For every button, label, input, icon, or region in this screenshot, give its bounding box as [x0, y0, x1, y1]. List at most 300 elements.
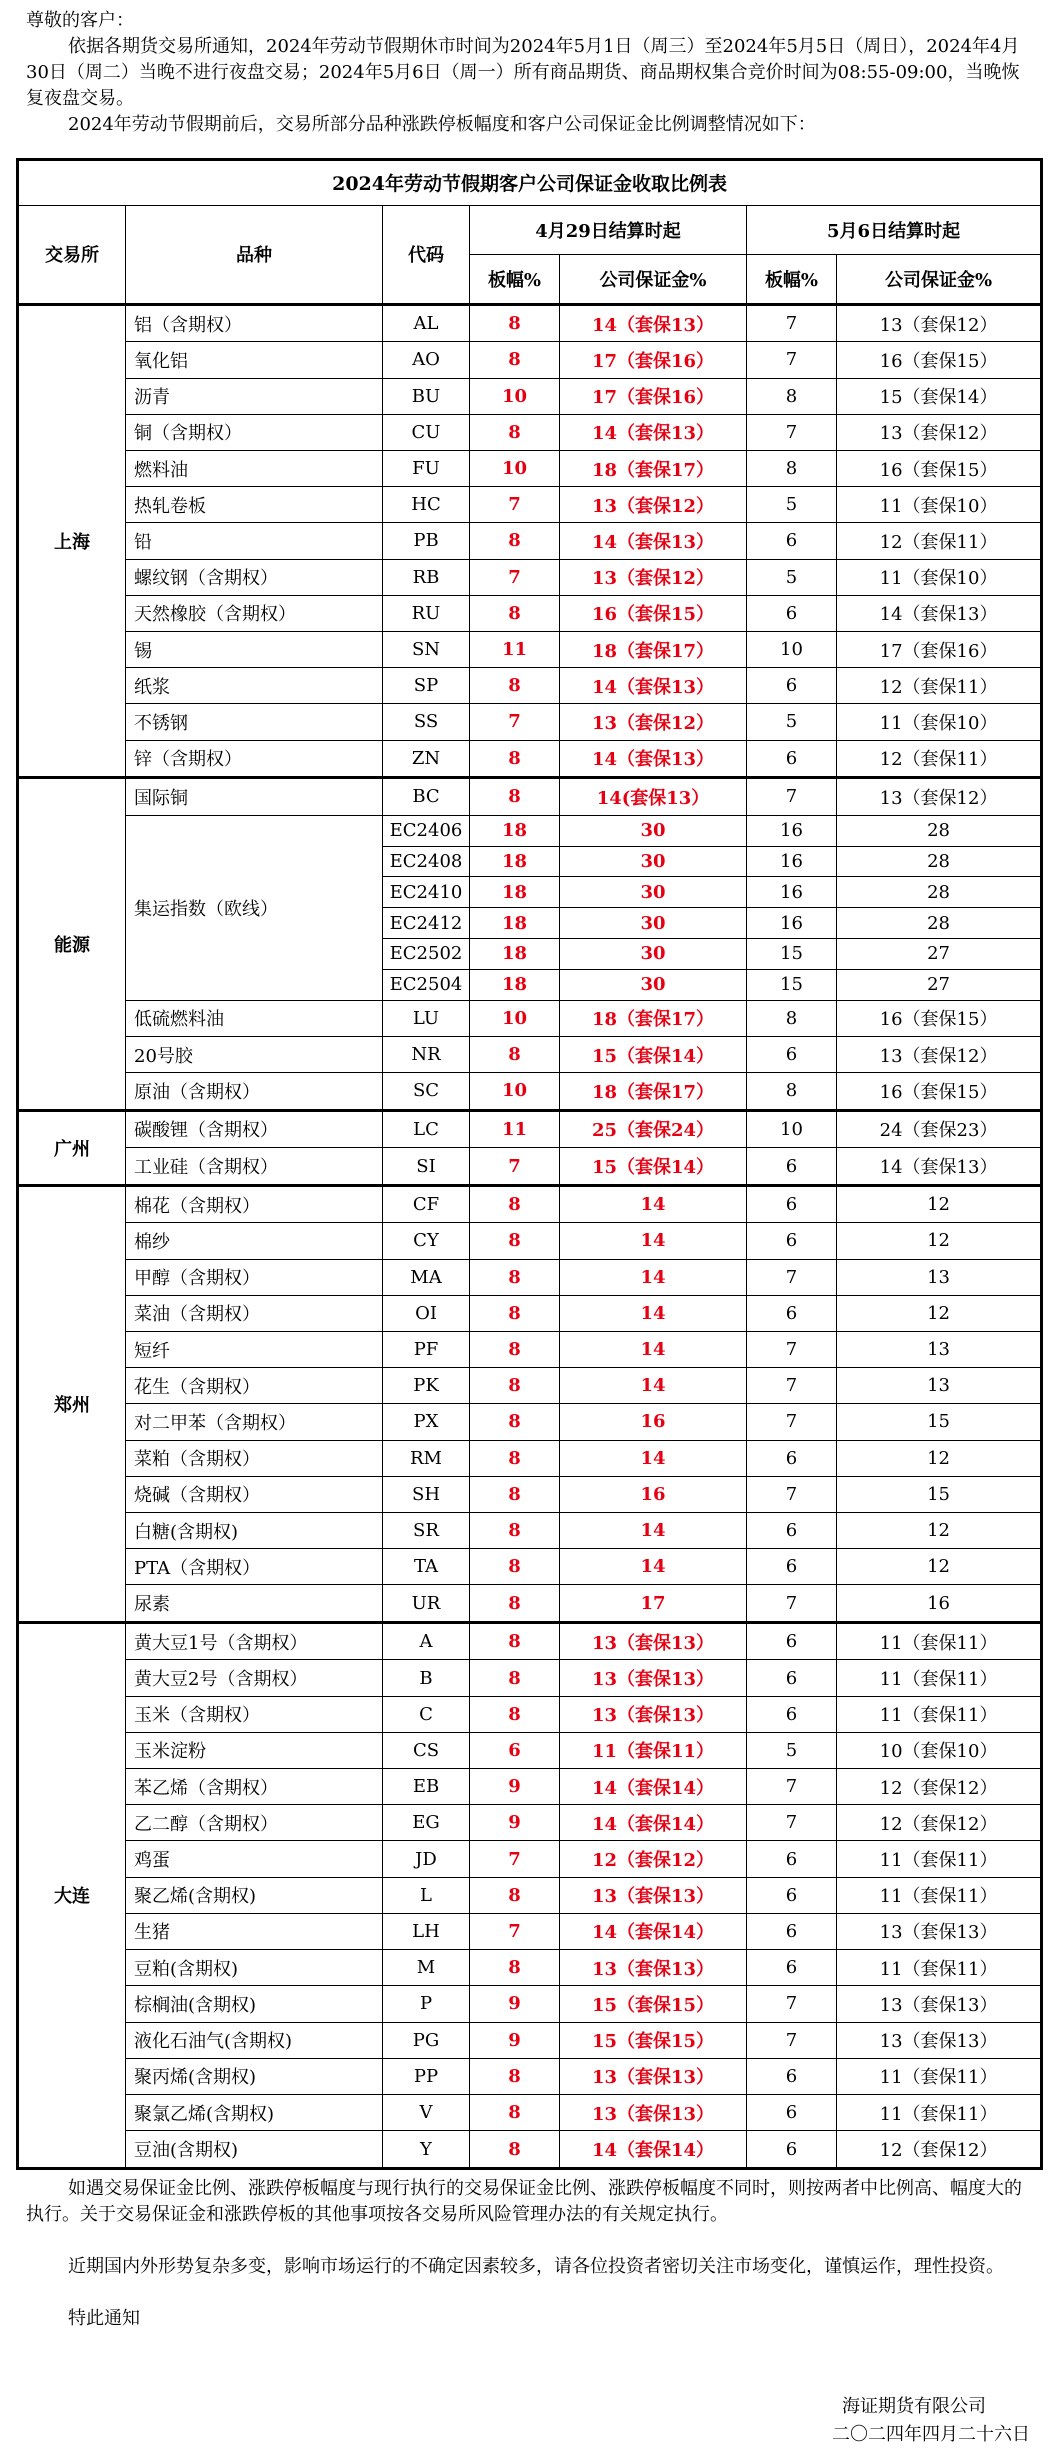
limit-apr29-cell: 8	[470, 1185, 560, 1223]
limit-may6-cell: 8	[747, 1073, 837, 1111]
margin-apr29-cell: 14	[560, 1549, 747, 1585]
table-row	[18, 450, 1042, 486]
limit-may6-cell: 6	[747, 1549, 837, 1585]
limit-apr29-cell: 8	[470, 740, 560, 778]
limit-apr29-cell: 8	[470, 778, 560, 816]
code-cell: FU	[383, 450, 470, 486]
limit-apr29-cell: 10	[470, 450, 560, 486]
table-row	[18, 559, 1042, 595]
code-cell: JD	[383, 1841, 470, 1877]
margin-may6-cell: 13（套保12）	[837, 414, 1042, 450]
limit-apr29-cell: 18	[470, 815, 560, 846]
margin-ratio-table	[16, 158, 1043, 2170]
margin-apr29-cell: 13（套保12）	[560, 704, 747, 740]
margin-apr29-cell: 13（套保13）	[560, 2094, 747, 2130]
limit-apr29-cell: 18	[470, 969, 560, 1000]
code-cell: EC2412	[383, 908, 470, 939]
product-cell: 苯乙烯（含期权）	[126, 1769, 383, 1805]
table-row	[18, 2131, 1042, 2169]
table-row	[18, 668, 1042, 704]
margin-apr29-cell: 14	[560, 1259, 747, 1295]
product-cell: 铜（含期权）	[126, 414, 383, 450]
table-row	[18, 378, 1042, 414]
limit-may6-cell: 7	[747, 778, 837, 816]
margin-apr29-cell: 30	[560, 939, 747, 970]
limit-may6-cell: 7	[747, 414, 837, 450]
margin-may6-cell: 11（套保11）	[837, 2094, 1042, 2130]
product-cell: 低硫燃料油	[126, 1000, 383, 1036]
limit-apr29-cell: 9	[470, 1805, 560, 1841]
table-row	[18, 2094, 1042, 2130]
product-cell: 尿素	[126, 1585, 383, 1623]
limit-may6-cell: 7	[747, 1986, 837, 2022]
margin-apr29-cell: 14（套保13）	[560, 304, 747, 342]
limit-may6-cell: 15	[747, 939, 837, 970]
margin-apr29-cell: 15（套保15）	[560, 1986, 747, 2022]
table-row	[18, 1986, 1042, 2022]
code-cell: PF	[383, 1331, 470, 1367]
table-row	[18, 304, 1042, 342]
margin-may6-cell: 14（套保13）	[837, 1148, 1042, 1186]
limit-may6-cell: 6	[747, 2058, 837, 2094]
table-row	[18, 631, 1042, 667]
product-cell: 碳酸锂（含期权）	[126, 1110, 383, 1148]
limit-apr29-cell: 7	[470, 704, 560, 740]
exchange-cell: 上海	[18, 304, 126, 777]
margin-may6-cell: 28	[837, 877, 1042, 908]
margin-apr29-cell: 14	[560, 1440, 747, 1476]
document-date: 二〇二四年四月二十六日	[832, 2424, 1030, 2445]
header-product: 品种	[126, 205, 383, 304]
margin-apr29-cell: 14（套保13）	[560, 668, 747, 704]
product-cell: 棉纱	[126, 1223, 383, 1259]
limit-may6-cell: 7	[747, 1769, 837, 1805]
margin-may6-cell: 17（套保16）	[837, 631, 1042, 667]
code-cell: AO	[383, 342, 470, 378]
margin-apr29-cell: 14（套保13）	[560, 523, 747, 559]
header-code: 代码	[383, 205, 470, 304]
margin-may6-cell: 11（套保11）	[837, 1877, 1042, 1913]
table-row	[18, 2058, 1042, 2094]
limit-may6-cell: 6	[747, 1036, 837, 1072]
table-row	[18, 414, 1042, 450]
limit-apr29-cell: 8	[470, 2131, 560, 2169]
header-period-apr29: 4月29日结算时起	[470, 205, 747, 255]
limit-may6-cell: 7	[747, 1805, 837, 1841]
product-cell: 鸡蛋	[126, 1841, 383, 1877]
margin-may6-cell: 12（套保11）	[837, 523, 1042, 559]
product-cell: 烧碱（含期权）	[126, 1476, 383, 1512]
table-row	[18, 1805, 1042, 1841]
margin-apr29-cell: 30	[560, 877, 747, 908]
margin-may6-cell: 27	[837, 939, 1042, 970]
limit-may6-cell: 16	[747, 815, 837, 846]
code-cell: BU	[383, 378, 470, 414]
code-cell: AL	[383, 304, 470, 342]
limit-may6-cell: 15	[747, 969, 837, 1000]
limit-may6-cell: 6	[747, 1622, 837, 1660]
product-cell: 对二甲苯（含期权）	[126, 1404, 383, 1440]
product-cell: 锌（含期权）	[126, 740, 383, 778]
margin-apr29-cell: 14（套保14）	[560, 1913, 747, 1949]
table-row	[18, 778, 1042, 816]
limit-may6-cell: 6	[747, 1223, 837, 1259]
margin-apr29-cell: 14（套保14）	[560, 1769, 747, 1805]
table-row	[18, 1841, 1042, 1877]
product-cell: 棉花（含期权）	[126, 1185, 383, 1223]
table-row	[18, 1696, 1042, 1732]
margin-may6-cell: 13（套保13）	[837, 2022, 1042, 2058]
code-cell: CF	[383, 1185, 470, 1223]
limit-may6-cell: 8	[747, 378, 837, 414]
limit-may6-cell: 16	[747, 846, 837, 877]
margin-apr29-cell: 30	[560, 969, 747, 1000]
margin-apr29-cell: 17（套保16）	[560, 342, 747, 378]
margin-apr29-cell: 16（套保15）	[560, 595, 747, 631]
limit-apr29-cell: 8	[470, 414, 560, 450]
code-cell: OI	[383, 1295, 470, 1331]
margin-apr29-cell: 14	[560, 1512, 747, 1548]
code-cell: PX	[383, 1404, 470, 1440]
limit-may6-cell: 7	[747, 1331, 837, 1367]
limit-may6-cell: 7	[747, 1259, 837, 1295]
product-cell: 玉米淀粉	[126, 1732, 383, 1768]
table-row	[18, 1440, 1042, 1476]
margin-apr29-cell: 30	[560, 815, 747, 846]
code-cell: SS	[383, 704, 470, 740]
limit-may6-cell: 6	[747, 2094, 837, 2130]
margin-apr29-cell: 13（套保12）	[560, 487, 747, 523]
code-cell: LH	[383, 1913, 470, 1949]
table-row	[18, 342, 1042, 378]
margin-apr29-cell: 14（套保13）	[560, 740, 747, 778]
table-row	[18, 1512, 1042, 1548]
limit-may6-cell: 6	[747, 1877, 837, 1913]
margin-apr29-cell: 25（套保24）	[560, 1110, 747, 1148]
limit-apr29-cell: 18	[470, 877, 560, 908]
margin-apr29-cell: 14	[560, 1223, 747, 1259]
limit-apr29-cell: 7	[470, 1148, 560, 1186]
margin-may6-cell: 11（套保11）	[837, 1950, 1042, 1986]
table-row	[18, 1732, 1042, 1768]
code-cell: LU	[383, 1000, 470, 1036]
limit-may6-cell: 7	[747, 1368, 837, 1404]
table-row	[18, 1476, 1042, 1512]
margin-may6-cell: 11（套保10）	[837, 559, 1042, 595]
limit-may6-cell: 7	[747, 1585, 837, 1623]
code-cell: PP	[383, 2058, 470, 2094]
limit-apr29-cell: 6	[470, 1732, 560, 1768]
code-cell: CU	[383, 414, 470, 450]
limit-apr29-cell: 8	[470, 1622, 560, 1660]
limit-apr29-cell: 9	[470, 1986, 560, 2022]
product-cell: 工业硅（含期权）	[126, 1148, 383, 1186]
closing-note: 特此通知	[68, 2308, 140, 2329]
margin-may6-cell: 13	[837, 1331, 1042, 1367]
margin-apr29-cell: 13（套保13）	[560, 1696, 747, 1732]
code-cell: PG	[383, 2022, 470, 2058]
limit-may6-cell: 7	[747, 342, 837, 378]
code-cell: EC2406	[383, 815, 470, 846]
limit-may6-cell: 6	[747, 1913, 837, 1949]
code-cell: PK	[383, 1368, 470, 1404]
margin-apr29-cell: 14（套保14）	[560, 2131, 747, 2169]
table-row	[18, 1913, 1042, 1949]
code-cell: L	[383, 1877, 470, 1913]
limit-apr29-cell: 8	[470, 1331, 560, 1367]
margin-may6-cell: 13（套保12）	[837, 1036, 1042, 1072]
limit-may6-cell: 6	[747, 1295, 837, 1331]
table-row	[18, 595, 1042, 631]
margin-apr29-cell: 16	[560, 1476, 747, 1512]
margin-apr29-cell: 18（套保17）	[560, 1073, 747, 1111]
margin-apr29-cell: 12（套保12）	[560, 1841, 747, 1877]
table-row	[18, 704, 1042, 740]
margin-may6-cell: 16	[837, 1585, 1042, 1623]
limit-may6-cell: 6	[747, 1440, 837, 1476]
product-cell: 集运指数（欧线）	[126, 815, 383, 1000]
code-cell: TA	[383, 1549, 470, 1585]
code-cell: RU	[383, 595, 470, 631]
limit-may6-cell: 6	[747, 1660, 837, 1696]
product-cell: PTA（含期权）	[126, 1549, 383, 1585]
limit-apr29-cell: 8	[470, 2094, 560, 2130]
limit-may6-cell: 8	[747, 450, 837, 486]
margin-may6-cell: 15（套保14）	[837, 378, 1042, 414]
limit-apr29-cell: 8	[470, 1036, 560, 1072]
table-row	[18, 487, 1042, 523]
margin-may6-cell: 12（套保12）	[837, 1769, 1042, 1805]
margin-may6-cell: 14（套保13）	[837, 595, 1042, 631]
product-cell: 甲醇（含期权）	[126, 1259, 383, 1295]
table-row	[18, 1368, 1042, 1404]
table-row	[18, 1622, 1042, 1660]
margin-may6-cell: 12（套保11）	[837, 740, 1042, 778]
limit-apr29-cell: 7	[470, 1913, 560, 1949]
margin-may6-cell: 12	[837, 1185, 1042, 1223]
product-cell: 菜油（含期权）	[126, 1295, 383, 1331]
exchange-cell: 郑州	[18, 1185, 126, 1622]
limit-apr29-cell: 8	[470, 1440, 560, 1476]
footer-paragraph-advice: 近期国内外形势复杂多变，影响市场运行的不确定因素较多，请各位投资者密切关注市场变化，谨慎运作，理性投资。	[68, 2256, 1004, 2277]
margin-apr29-cell: 14（套保14）	[560, 1805, 747, 1841]
exchange-cell: 能源	[18, 778, 126, 1111]
limit-may6-cell: 10	[747, 631, 837, 667]
limit-apr29-cell: 8	[470, 1295, 560, 1331]
limit-may6-cell: 6	[747, 1148, 837, 1186]
margin-may6-cell: 13（套保13）	[837, 1913, 1042, 1949]
margin-may6-cell: 11（套保11）	[837, 2058, 1042, 2094]
margin-may6-cell: 16（套保15）	[837, 1073, 1042, 1111]
limit-may6-cell: 10	[747, 1110, 837, 1148]
code-cell: C	[383, 1696, 470, 1732]
limit-apr29-cell: 18	[470, 908, 560, 939]
margin-may6-cell: 13	[837, 1368, 1042, 1404]
limit-may6-cell: 7	[747, 1404, 837, 1440]
code-cell: RB	[383, 559, 470, 595]
code-cell: SI	[383, 1148, 470, 1186]
code-cell: ZN	[383, 740, 470, 778]
product-cell: 铝（含期权）	[126, 304, 383, 342]
margin-apr29-cell: 13（套保13）	[560, 1622, 747, 1660]
limit-apr29-cell: 9	[470, 2022, 560, 2058]
margin-apr29-cell: 14	[560, 1295, 747, 1331]
margin-apr29-cell: 18（套保17）	[560, 1000, 747, 1036]
product-cell: 原油（含期权）	[126, 1073, 383, 1111]
limit-apr29-cell: 7	[470, 1841, 560, 1877]
greeting: 尊敬的客户：	[26, 10, 134, 31]
limit-apr29-cell: 8	[470, 668, 560, 704]
margin-may6-cell: 13（套保12）	[837, 778, 1042, 816]
limit-apr29-cell: 18	[470, 939, 560, 970]
limit-apr29-cell: 10	[470, 1000, 560, 1036]
header-margin-may6: 公司保证金%	[837, 255, 1042, 305]
table-row	[18, 523, 1042, 559]
margin-may6-cell: 28	[837, 815, 1042, 846]
code-cell: EC2408	[383, 846, 470, 877]
margin-may6-cell: 13	[837, 1259, 1042, 1295]
margin-may6-cell: 12（套保11）	[837, 668, 1042, 704]
code-cell: RM	[383, 1440, 470, 1476]
limit-may6-cell: 16	[747, 877, 837, 908]
exchange-cell: 大连	[18, 1622, 126, 2168]
margin-apr29-cell: 18（套保17）	[560, 631, 747, 667]
product-cell: 沥青	[126, 378, 383, 414]
table-row	[18, 1404, 1042, 1440]
code-cell: SC	[383, 1073, 470, 1111]
margin-may6-cell: 28	[837, 846, 1042, 877]
limit-may6-cell: 6	[747, 1185, 837, 1223]
margin-apr29-cell: 14	[560, 1368, 747, 1404]
header-period-may6: 5月6日结算时起	[747, 205, 1042, 255]
margin-apr29-cell: 14	[560, 1185, 747, 1223]
code-cell: LC	[383, 1110, 470, 1148]
code-cell: SP	[383, 668, 470, 704]
margin-may6-cell: 15	[837, 1404, 1042, 1440]
limit-may6-cell: 6	[747, 1841, 837, 1877]
limit-may6-cell: 7	[747, 2022, 837, 2058]
margin-apr29-cell: 17	[560, 1585, 747, 1623]
product-cell: 20号胶	[126, 1036, 383, 1072]
margin-may6-cell: 27	[837, 969, 1042, 1000]
code-cell: PB	[383, 523, 470, 559]
product-cell: 黄大豆1号（含期权）	[126, 1622, 383, 1660]
code-cell: NR	[383, 1036, 470, 1072]
margin-may6-cell: 16（套保15）	[837, 342, 1042, 378]
code-cell: Y	[383, 2131, 470, 2169]
product-cell: 菜粕（含期权）	[126, 1440, 383, 1476]
limit-apr29-cell: 8	[470, 1549, 560, 1585]
product-cell: 白糖(含期权)	[126, 1512, 383, 1548]
limit-apr29-cell: 11	[470, 1110, 560, 1148]
product-cell: 花生（含期权）	[126, 1368, 383, 1404]
code-cell: A	[383, 1622, 470, 1660]
limit-apr29-cell: 8	[470, 1223, 560, 1259]
product-cell: 液化石油气(含期权)	[126, 2022, 383, 2058]
margin-apr29-cell: 13（套保13）	[560, 2058, 747, 2094]
product-cell: 生猪	[126, 1913, 383, 1949]
product-cell: 热轧卷板	[126, 487, 383, 523]
code-cell: EB	[383, 1769, 470, 1805]
footer-paragraph-rule: 如遇交易保证金比例、涨跌停板幅度与现行执行的交易保证金比例、涨跌停板幅度不同时，则按两者中比例高、幅度大的执行。关于交易保证金和涨跌停板的其他事项按各交易所风险管理办法的有关规定执行。	[26, 2178, 1022, 2225]
margin-apr29-cell: 30	[560, 846, 747, 877]
limit-apr29-cell: 7	[470, 487, 560, 523]
code-cell: M	[383, 1950, 470, 1986]
limit-may6-cell: 6	[747, 2131, 837, 2169]
limit-may6-cell: 7	[747, 1476, 837, 1512]
product-cell: 聚氯乙烯(含期权)	[126, 2094, 383, 2130]
table-row	[18, 815, 1042, 846]
margin-may6-cell: 12	[837, 1549, 1042, 1585]
code-cell: SH	[383, 1476, 470, 1512]
margin-may6-cell: 10（套保10）	[837, 1732, 1042, 1768]
margin-may6-cell: 13（套保12）	[837, 304, 1042, 342]
limit-apr29-cell: 8	[470, 1512, 560, 1548]
code-cell: CY	[383, 1223, 470, 1259]
limit-apr29-cell: 11	[470, 631, 560, 667]
table-row	[18, 1073, 1042, 1111]
notice-paragraph-adjustment: 2024年劳动节假期前后，交易所部分品种涨跌停板幅度和客户公司保证金比例调整情况如下：	[68, 114, 816, 135]
margin-apr29-cell: 13（套保12）	[560, 559, 747, 595]
margin-may6-cell: 12	[837, 1440, 1042, 1476]
table-row	[18, 1223, 1042, 1259]
table-row	[18, 1331, 1042, 1367]
margin-apr29-cell: 15（套保14）	[560, 1036, 747, 1072]
margin-apr29-cell: 18（套保17）	[560, 450, 747, 486]
product-cell: 乙二醇（含期权）	[126, 1805, 383, 1841]
code-cell: HC	[383, 487, 470, 523]
limit-may6-cell: 7	[747, 304, 837, 342]
limit-apr29-cell: 8	[470, 1368, 560, 1404]
margin-apr29-cell: 14(套保13）	[560, 778, 747, 816]
product-cell: 玉米（含期权）	[126, 1696, 383, 1732]
code-cell: CS	[383, 1732, 470, 1768]
limit-apr29-cell: 18	[470, 846, 560, 877]
margin-apr29-cell: 16	[560, 1404, 747, 1440]
margin-apr29-cell: 13（套保13）	[560, 1950, 747, 1986]
table-row	[18, 1000, 1042, 1036]
margin-may6-cell: 12	[837, 1512, 1042, 1548]
limit-apr29-cell: 8	[470, 1404, 560, 1440]
product-cell: 棕榈油(含期权)	[126, 1986, 383, 2022]
exchange-cell: 广州	[18, 1110, 126, 1185]
header-margin-apr29: 公司保证金%	[560, 255, 747, 305]
table-row	[18, 1259, 1042, 1295]
margin-may6-cell: 12（套保12）	[837, 1805, 1042, 1841]
margin-apr29-cell: 15（套保14）	[560, 1148, 747, 1186]
margin-apr29-cell: 13（套保13）	[560, 1877, 747, 1913]
code-cell: EC2504	[383, 969, 470, 1000]
limit-apr29-cell: 8	[470, 1660, 560, 1696]
product-cell: 短纤	[126, 1331, 383, 1367]
table-row	[18, 1585, 1042, 1623]
table-row	[18, 1660, 1042, 1696]
margin-may6-cell: 12	[837, 1223, 1042, 1259]
limit-apr29-cell: 8	[470, 1877, 560, 1913]
margin-may6-cell: 11（套保10）	[837, 704, 1042, 740]
margin-may6-cell: 24（套保23）	[837, 1110, 1042, 1148]
product-cell: 黄大豆2号（含期权）	[126, 1660, 383, 1696]
limit-may6-cell: 5	[747, 559, 837, 595]
limit-apr29-cell: 8	[470, 523, 560, 559]
limit-may6-cell: 6	[747, 595, 837, 631]
limit-apr29-cell: 8	[470, 1585, 560, 1623]
margin-apr29-cell: 15（套保15）	[560, 2022, 747, 2058]
product-cell: 天然橡胶（含期权）	[126, 595, 383, 631]
table-row	[18, 1185, 1042, 1223]
company-signature: 海证期货有限公司	[842, 2396, 986, 2417]
limit-may6-cell: 6	[747, 1950, 837, 1986]
